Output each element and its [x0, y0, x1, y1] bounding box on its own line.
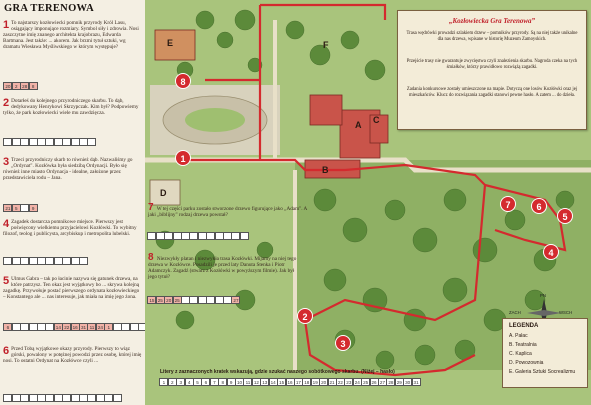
- answer-cell[interactable]: 28: [388, 380, 394, 385]
- answer-cell[interactable]: 2: [12, 82, 21, 90]
- answer-cell[interactable]: 26: [371, 380, 377, 385]
- marker-3[interactable]: 3: [335, 335, 351, 351]
- legend-title: LEGENDA: [509, 323, 539, 329]
- answer-cell[interactable]: 30: [405, 380, 411, 385]
- info-paragraph-1: Trasa wędrówki prowadzi szlakiem drzew – pomników przyrody. Są na niej także unikalne dla nas drzewa, wpisane w historię Muzeum Zamoyskich.: [406, 31, 578, 42]
- clue-text: To najstarszy kozłowiecki pomnik przyrody Król Lasu, osiągający imponujące rozmiary. Symbol siły i zdrowia. Nosi zaszczytne imię znanego architekta krajobrazu, Edwarda Bartmana. Jest także: ... akorem. Jak brzmi tytuł sztuki, wg dramatu Wiesława Myśliwskiego w którym występuje?: [3, 20, 139, 51]
- answer-cell[interactable]: 14: [270, 380, 276, 385]
- answer-cell[interactable]: 3: [176, 378, 185, 386]
- label-d: D: [160, 188, 167, 198]
- answer-cell[interactable]: 15: [149, 298, 155, 303]
- answer-cell[interactable]: 12: [253, 380, 259, 385]
- answer-cell[interactable]: 5: [193, 378, 202, 386]
- clue-text: W tej części parku zostało stworzone drzewo figurujące jako „Adam". A jaki „biblijny" rodzaj drzewa powstał?: [148, 206, 308, 219]
- answer-cell[interactable]: 23: [346, 380, 352, 385]
- marker-2[interactable]: 2: [297, 308, 313, 324]
- answer-cell[interactable]: [113, 394, 122, 402]
- clue-text: Zagadek dostarcza pomnikowe miejsce. Pierwszy jest poświęcony wielkiemu przyjacielowi Kozłówki. To wybitny filozof, teolog i publicysta, arcybiskup i metropolita lubelski.: [3, 219, 137, 238]
- clue-number: 6: [3, 345, 10, 357]
- answer-cell[interactable]: 21: [329, 380, 335, 385]
- answer-cell[interactable]: 8: [29, 82, 38, 90]
- clue-text: Ulmus Gabra – tak po łacinie nazywa się gatunek drzewa, na które patrzysz. Ten okaz jest wyjątkowy bo ... skrywa kolejną zagadkę. Przywołuje postać pierwszego ordynata kozłowieckiego – Konstantego ale ... nas interesuje, jak miała na imię jego żona.: [3, 276, 140, 301]
- answer-cell[interactable]: 16: [72, 325, 78, 330]
- clue-number: 7: [148, 202, 154, 213]
- answer-cell[interactable]: 6: [3, 323, 12, 331]
- clue-number: 3: [3, 156, 10, 168]
- info-box: [397, 10, 587, 130]
- answer-cell[interactable]: 8: [218, 378, 227, 386]
- answer-cell[interactable]: 2: [168, 378, 177, 386]
- answer-cell[interactable]: 25: [174, 298, 180, 303]
- clue-1: [3, 20, 143, 50]
- answer-cell[interactable]: 9: [227, 378, 236, 386]
- answer-cell[interactable]: [240, 232, 249, 240]
- clue-text: Niezwykły platan i niezwykła trasa Kozłówki. Mijamy na niej tego drzewa w Kozłówce. Posadzili je przed laty Danuta Stenka i Piotr Adamczyk. Zagadź (stwarz z Kozłówki w powyższym filmie). Jak był jego tytuł?: [148, 256, 297, 281]
- answer-cell[interactable]: 19: [312, 380, 318, 385]
- answer-cell[interactable]: 15: [279, 380, 285, 385]
- answer-cell[interactable]: 20: [321, 380, 327, 385]
- label-e: E: [167, 38, 174, 48]
- answer-cell[interactable]: 22: [64, 325, 70, 330]
- answer-cell[interactable]: 9: [29, 204, 38, 212]
- clue-number: 2: [3, 97, 10, 109]
- answer-cell[interactable]: 25: [157, 298, 163, 303]
- clue-3: [3, 157, 143, 181]
- answer-cell[interactable]: 18: [304, 380, 310, 385]
- label-b: B: [322, 165, 329, 175]
- answer-grid-8[interactable]: [148, 296, 240, 304]
- answer-grid-3[interactable]: [4, 204, 38, 212]
- answer-cell[interactable]: 17: [295, 380, 301, 385]
- answer-cell[interactable]: 10: [237, 380, 243, 385]
- answer-cell[interactable]: 7: [210, 378, 219, 386]
- answer-grid-6[interactable]: [4, 394, 122, 402]
- answer-cell[interactable]: 1: [159, 378, 168, 386]
- answer-grid-1[interactable]: [4, 82, 38, 90]
- building-gallery: [155, 30, 195, 60]
- password-grid[interactable]: [160, 378, 421, 386]
- answer-cell[interactable]: 31: [413, 380, 419, 385]
- clue-number: 8: [148, 252, 154, 263]
- legend-item: C. Kaplica: [509, 351, 532, 357]
- legend-item: B. Teatralnia: [509, 342, 537, 348]
- courtyard-lawn: [185, 108, 245, 132]
- clue-5: [3, 276, 143, 300]
- answer-cell[interactable]: 11: [87, 323, 96, 331]
- page-title: GRA TERENOWA: [4, 3, 95, 14]
- answer-cell[interactable]: 5: [12, 204, 21, 212]
- answer-cell[interactable]: 20: [5, 84, 11, 89]
- answer-cell[interactable]: 21: [5, 206, 11, 211]
- marker-5[interactable]: 5: [557, 208, 573, 224]
- answer-cell[interactable]: 24: [354, 380, 360, 385]
- clue-text: Dotarłeś do kolejnego przyrodniczego skarbu. To dąb, dedykowany Henrykowi Skrzypczak. Kim był? Podpowiemy tylko, że park kozłowiecki wiele mu zawdzięcza.: [3, 98, 139, 117]
- answer-cell[interactable]: 6: [201, 378, 210, 386]
- info-title: „Kozłowiecka Gra Terenowa”: [448, 17, 536, 25]
- legend-item: A. Pałac: [509, 333, 528, 339]
- answer-cell[interactable]: 1: [104, 323, 113, 331]
- compass-north: PN: [540, 293, 546, 298]
- clue-2: [3, 98, 143, 116]
- answer-cell[interactable]: 20: [166, 298, 172, 303]
- marker-7[interactable]: 7: [500, 196, 516, 212]
- answer-cell[interactable]: 16: [287, 380, 293, 385]
- building-wing: [310, 95, 342, 125]
- answer-cell[interactable]: 24: [97, 325, 103, 330]
- answer-cell[interactable]: 27: [233, 298, 239, 303]
- clue-text: Przed Tobą wyjątkowe okazy przyrody. Pierwszy to wiąz górski, powalony w potężnej powodzi przez osobę, której imię nosi. To ostatni Ordynat na Kozłówce czyli ...: [3, 346, 142, 365]
- clue-number: 1: [3, 19, 10, 31]
- marker-8[interactable]: 8: [175, 73, 191, 89]
- compass-west: ZACH: [509, 310, 521, 315]
- clue-7: [148, 202, 308, 219]
- answer-cell[interactable]: [87, 138, 96, 146]
- answer-cell[interactable]: 28: [22, 84, 28, 89]
- legend-item: E. Galeria Sztuki Socrealizmu: [509, 369, 576, 375]
- answer-cell[interactable]: 4: [185, 378, 194, 386]
- info-paragraph-2: Przejście trasy nie gwarantuje zwycięstwa czyli znalezienia skarbu. Nagroda czeka na tych śmiałków, którzy prawidłowo rozwiążą zagadki.: [406, 59, 578, 70]
- answer-cell[interactable]: 22: [337, 380, 343, 385]
- answer-cell[interactable]: 27: [379, 380, 386, 385]
- answer-cell[interactable]: 14: [55, 325, 61, 330]
- clue-number: 5: [3, 275, 10, 287]
- answer-cell[interactable]: 25: [363, 380, 369, 385]
- answer-grid-2[interactable]: [4, 138, 96, 146]
- compass-east: WSCH: [559, 310, 573, 315]
- answer-cell[interactable]: 31: [81, 325, 87, 330]
- answer-cell[interactable]: [79, 257, 88, 265]
- clue-number: 4: [3, 218, 10, 230]
- info-paragraph-3: Zadania konkursowe zostały umieszczone na mapie. Dotyczą one losów Kozłówki oraz jej mieszkańców. Klucz do rozwiązania zagadki stanowi pewne hasło. A zatem ... do dzieła.: [406, 87, 578, 98]
- label-c: C: [373, 115, 380, 125]
- answer-cell[interactable]: 11: [243, 378, 252, 386]
- marker-6[interactable]: 6: [531, 198, 547, 214]
- answer-grid-7[interactable]: [148, 232, 249, 240]
- answer-cell[interactable]: 29: [396, 380, 402, 385]
- clue-6: [3, 346, 143, 364]
- clue-text: Trzeci przyrodniczy skarb to również dąb. Nazwaliśmy go „Ordynat". Kozłówka była siedzibą Ordynacji. Było się również inne miasto Ordynacja - idealne, założone przez przedstawiciela rodu – Jana.: [3, 157, 133, 182]
- legend-item: D. Powozownia: [509, 360, 544, 366]
- clue-8: [148, 252, 298, 281]
- bottom-instruction: Litery z zaznaczonych kratek wskazują, gdzie szukać naszego sobótkowego skarbu. (Niżej – hasło): [160, 369, 395, 375]
- clue-4: [3, 219, 143, 237]
- legend: [502, 318, 588, 388]
- answer-grid-4[interactable]: [4, 257, 88, 265]
- label-f: F: [323, 40, 329, 50]
- marker-1[interactable]: 1: [175, 150, 191, 166]
- answer-cell[interactable]: 13: [262, 380, 268, 385]
- label-a: A: [355, 120, 362, 130]
- clues-column: [0, 0, 145, 405]
- marker-4[interactable]: 4: [543, 244, 559, 260]
